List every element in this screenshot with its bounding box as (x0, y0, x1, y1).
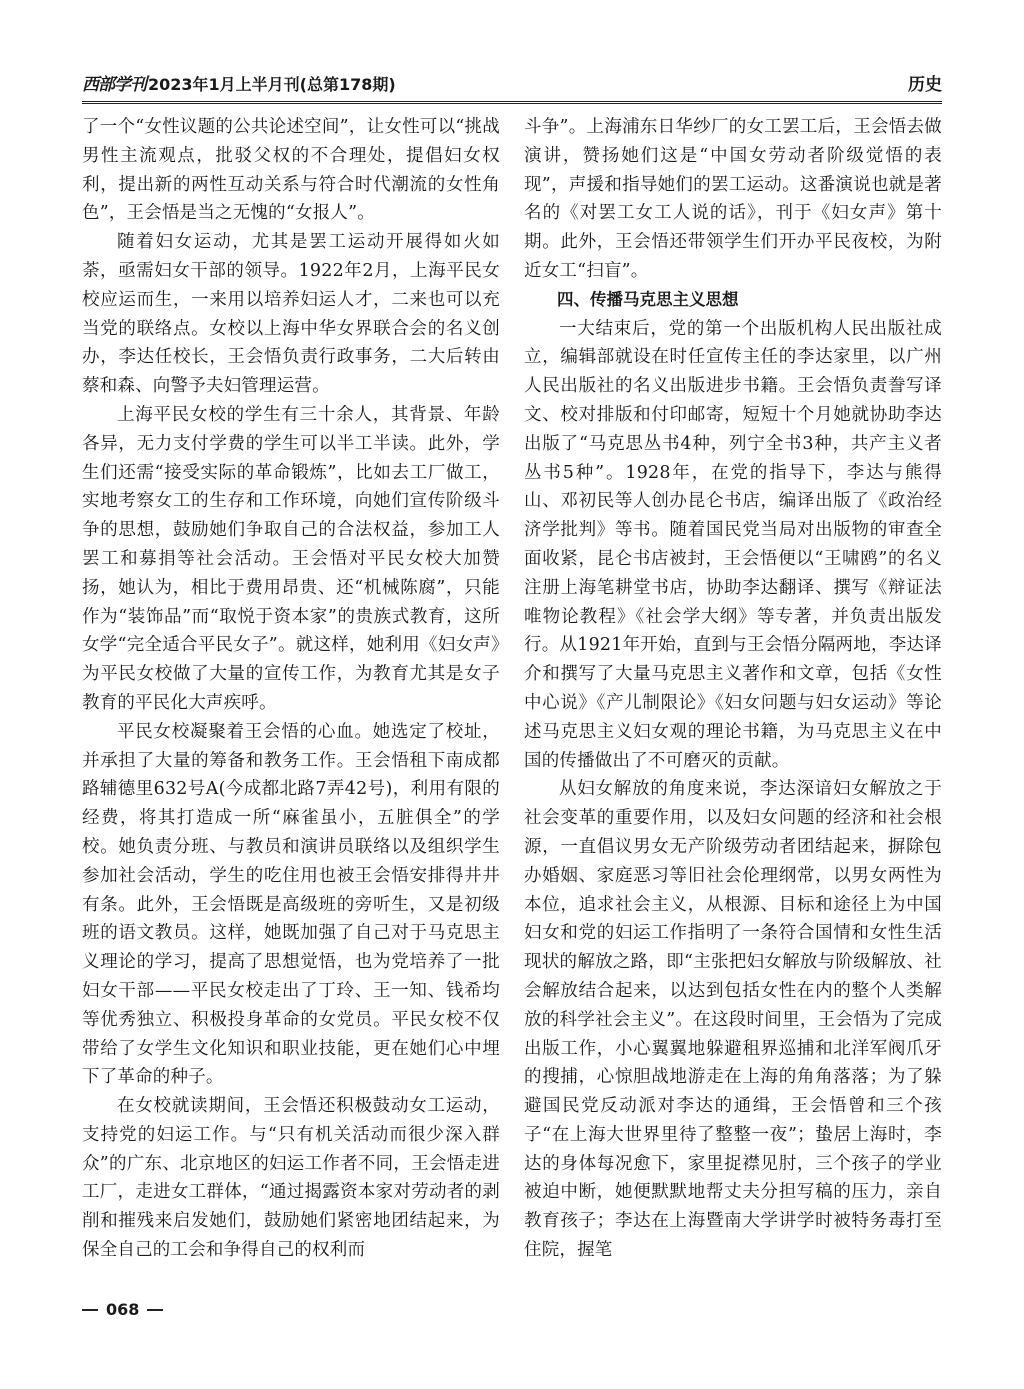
body-paragraph: 平民女校凝聚着王会悟的心血。她选定了校址，并承担了大量的筹备和教务工作。王会悟租下南成都路辅德里632号A(今成都北路7弄42号)，利用有限的经费，将其打造成一所“麻雀虽小，五脏俱全”的学校。她负责分班、与教员和演讲员联络以及组织学生参加社会活动，学生的吃住用也被王会悟安排得井井有条。此外，王会悟既是高级班的旁听生，又是初级班的语文教员。这样，她既加强了自己对于马克思主义理论的学习，提高了思想觉悟，也为党培养了一批妇女干部——平民女校走出了丁玲、王一知、钱希均等优秀独立、积极投身革命的女党员。平民女校不仅带给了女学生文化知识和职业技能，更在她们心中埋下了革命的种子。 (82, 721, 500, 1088)
body-paragraph: 在女校就读期间，王会悟还积极鼓动女工运动，支持党的妇运工作。与“只有机关活动而很少深入群众”的广东、北京地区的妇运工作者不同，王会悟走进工厂，走进女工群体，“通过揭露资本家对劳动者的剥削和摧残来启发她们，鼓励她们紧密地团结起来，为保全自己的工会和争得自己的权利而 (82, 1096, 500, 1261)
footer-dash-right (147, 1309, 163, 1311)
right-column (524, 113, 942, 1293)
journal-logo: 西部学刊 (82, 75, 146, 95)
left-column (82, 113, 500, 1293)
issue-info: 2023年1月上半月刊(总第178期) (148, 75, 396, 94)
body-paragraph: 随着妇女运动，尤其是罢工运动开展得如火如荼，亟需妇女干部的领导。1922年2月，上海平民女校应运而生，一来用以培养妇运人才，二来也可以充当党的联络点。女校以上海中华女界联合会的名义创办，李达任校长，王会悟负责行政事务，二大后转由蔡和森、向警予夫妇管理运营。 (82, 232, 500, 397)
journal-info (82, 70, 396, 95)
body-paragraph: 一大结束后，党的第一个出版机构人民出版社成立，编辑部就设在时任宣传主任的李达家里，以广州人民出版社的名义出版进步书籍。王会悟负责誊写译文、校对排版和付印邮寄，短短十个月她就协助李达出版了“马克思丛书4种，列宁全书3种，共产主义者丛书5种”。1928年，在党的指导下，李达与熊得山、邓初民等人创办昆仑书店，编译出版了《政治经济学批判》等书。随着国民党当局对出版物的审查全面收紧，昆仑书店被封，王会悟便以“王啸鸥”的名义注册上海笔耕堂书店，协助李达翻译、撰写《辩证法唯物论教程》《社会学大纲》等专著，并负责出版发行。从1921年开始，直到与王会悟分隔两地，李达译介和撰写了大量马克思主义著作和文章，包括《女性中心说》《产儿制限论》《妇女问题与妇女运动》等论述马克思主义妇女观的理论书籍，为马克思主义在中国的传播做出了不可磨灭的贡献。 (524, 318, 942, 771)
body-paragraph: 斗争”。上海浦东日华纱厂的女工罢工后，王会悟去做演讲，赞扬她们这是“中国女劳动者阶级觉悟的表现”，声援和指导她们的罢工运动。这番演说也就是著名的《对罢工女工人说的话》，刊于《妇女声》第十期。此外，王会悟还带领学生们开办平民夜校，为附近女工“扫盲”。 (524, 117, 942, 281)
body-paragraph: 上海平民女校的学生有三十余人，其背景、年龄各异，无力支付学费的学生可以半工半读。此外，学生们还需“接受实际的革命锻炼”，比如去工厂做工，实地考察女工的生存和工作环境，向她们宣传阶级斗争的思想，鼓励她们争取自己的合法权益，参加工人罢工和募捐等社会活动。王会悟对平民女校大加赞扬，她认为，相比于费用昂贵、还“机械陈腐”，只能作为“装饰品”而“取悦于资本家”的贵族式教育，这所女学“完全适合平民女子”。就这样，她利用《妇女声》为平民女校做了大量的宣传工作，为教育尤其是女子教育的平民化大声疾呼。 (82, 404, 500, 713)
running-header (82, 68, 942, 104)
page-footer (82, 1300, 163, 1319)
section-heading: 四、传播马克思主义思想 (557, 289, 739, 309)
section-label: 历史 (908, 75, 942, 95)
body-paragraph: 了一个“女性议题的公共论述空间”，让女性可以“挑战男性主流观点，批驳父权的不合理处，提倡妇女权利，提出新的两性互动关系与符合时代潮流的女性角色”，王会悟是当之无愧的“女报人”。 (82, 117, 500, 224)
footer-dash-left (82, 1309, 98, 1311)
body-paragraph: 从妇女解放的角度来说，李达深谙妇女解放之于社会变革的重要作用，以及妇女问题的经济和社会根源，一直倡议男女无产阶级劳动者团结起来，摒除包办婚姻、家庭恶习等旧社会伦理纲常，以男女两性为本位，追求社会主义，从根源、目标和途径上为中国妇女和党的妇运工作指明了一条符合国情和女性生活现状的解放之路，即“主张把妇女解放与阶级解放、社会解放结合起来，以达到包括女性在内的整个人类解放的科学社会主义”。在这段时间里，王会悟为了完成出版工作，小心翼翼地躲避租界巡捕和北洋军阀爪牙的搜捕，心惊胆战地游走在上海的角角落落；为了躲避国民党反动派对李达的通缉，王会悟曾和三个孩子“在上海大世界里待了整整一夜”；蛰居上海时，李达的身体每况愈下，家里捉襟见肘，三个孩子的学业被迫中断，她便默默地帮丈夫分担写稿的压力，亲自教育孩子；李达在上海暨南大学讲学时被特务毒打至住院，握笔 (524, 779, 942, 1261)
page-number: 068 (106, 1300, 140, 1319)
